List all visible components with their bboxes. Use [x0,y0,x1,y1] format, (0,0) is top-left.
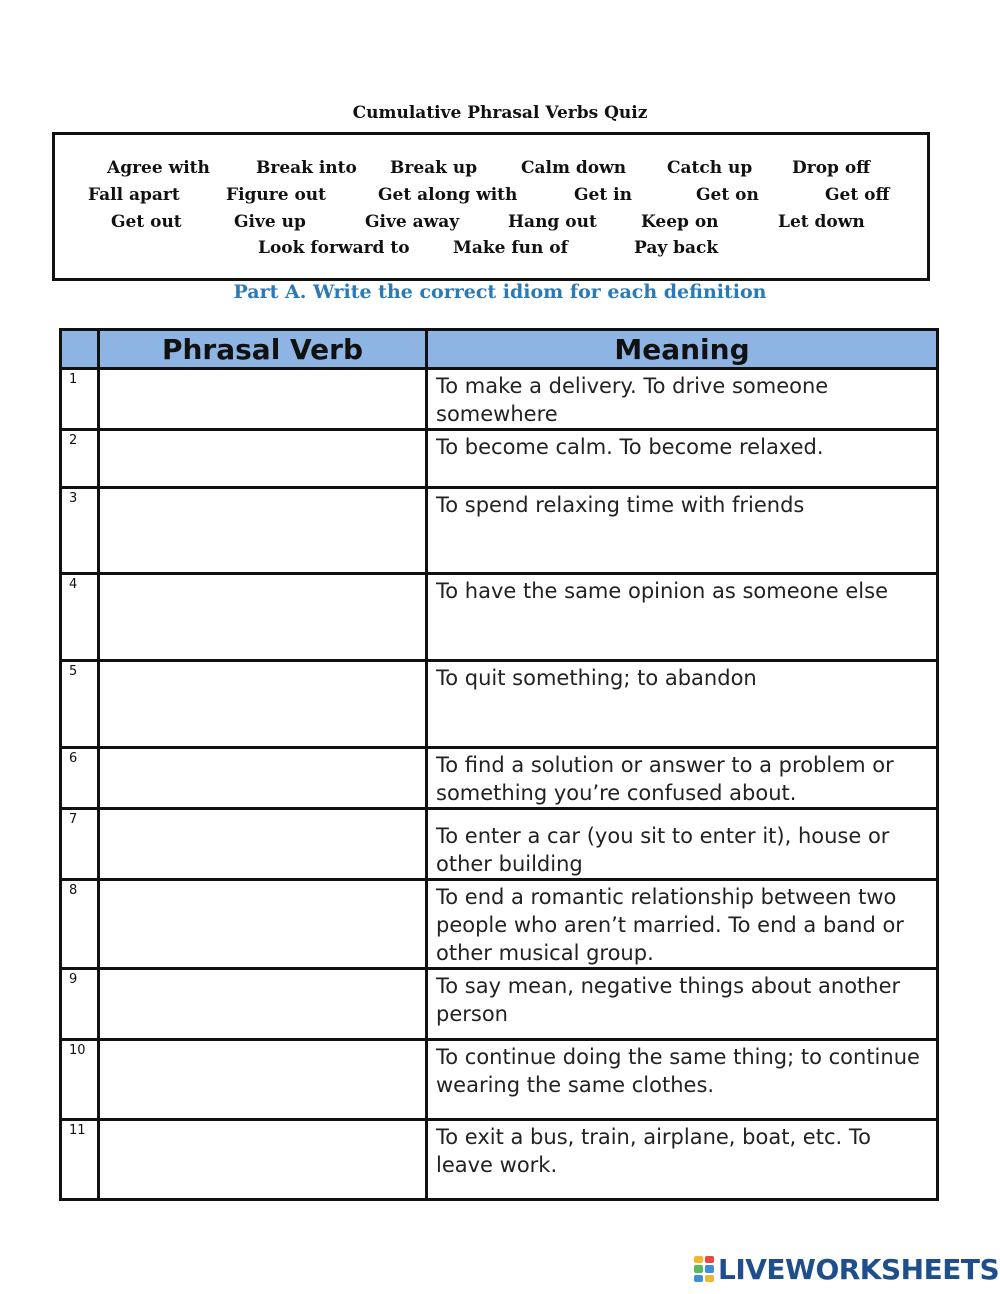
meaning-cell: To find a solution or answer to a problem or something you’re confused about. [427,748,938,809]
word-bank-item: Give up [234,212,306,232]
row-number: 7 [61,809,99,880]
answer-input[interactable] [100,575,425,607]
word-bank-item: Pay back [634,238,719,258]
word-bank-item: Get out [111,212,182,232]
word-bank-item: Make fun of [453,238,568,258]
table-row [61,369,938,430]
meaning-cell: To quit something; to abandon [427,661,938,748]
table-row [61,880,938,969]
liveworksheets-logo-icon [693,1255,715,1283]
answer-input[interactable] [100,810,425,842]
number-header [61,330,99,369]
table-row [61,430,938,488]
logo-text: LIVEWORKSHEETS [718,1252,1000,1286]
answer-input[interactable] [100,489,425,521]
answer-input[interactable] [100,881,425,913]
word-bank-item: Hang out [508,212,597,232]
row-number: 10 [61,1040,99,1120]
word-bank-item: Break into [256,158,357,178]
table-row [61,748,938,809]
answer-input[interactable] [100,662,425,694]
meaning-cell: To continue doing the same thing; to continue wearing the same clothes. [427,1040,938,1120]
table-row [61,809,938,880]
table-row [61,574,938,661]
answer-cell[interactable] [99,748,427,809]
word-bank-item: Get on [696,185,759,205]
answer-input[interactable] [100,970,425,1002]
word-bank-item: Break up [390,158,478,178]
word-bank-item: Get off [825,185,890,205]
answer-cell[interactable] [99,969,427,1040]
row-number: 8 [61,880,99,969]
answer-input[interactable] [100,370,425,402]
word-bank-item: Figure out [226,185,327,205]
word-bank-item: Get in [574,185,632,205]
answer-cell[interactable] [99,574,427,661]
table-row [61,969,938,1040]
liveworksheets-logo [693,1253,999,1285]
meaning-header: Meaning [427,330,938,369]
meaning-cell: To become calm. To become relaxed. [427,430,938,488]
table-row [61,1040,938,1120]
table-row [61,488,938,574]
word-bank-item: Get along with [378,185,518,205]
table-row [61,661,938,748]
meaning-cell: To say mean, negative things about another person [427,969,938,1040]
word-bank-item: Let down [778,212,865,232]
row-number: 5 [61,661,99,748]
meaning-cell: To have the same opinion as someone else [427,574,938,661]
answer-cell[interactable] [99,488,427,574]
answer-cell[interactable] [99,430,427,488]
table-row [61,1120,938,1200]
meaning-cell: To make a delivery. To drive someone somewhere [427,369,938,430]
meaning-cell: To enter a car (you sit to enter it), house or other building [427,809,938,880]
meaning-cell: To exit a bus, train, airplane, boat, etc. To leave work. [427,1120,938,1200]
answer-cell[interactable] [99,880,427,969]
answer-input[interactable] [100,749,425,781]
phrasal-verb-header: Phrasal Verb [99,330,427,369]
row-number: 9 [61,969,99,1040]
answer-cell[interactable] [99,1040,427,1120]
answer-input[interactable] [100,1121,425,1153]
row-number: 1 [61,369,99,430]
row-number: 11 [61,1120,99,1200]
word-bank-item: Look forward to [258,238,410,258]
word-bank-item: Calm down [521,158,627,178]
word-bank-item: Fall apart [88,185,180,205]
answer-cell[interactable] [99,1120,427,1200]
answer-input[interactable] [100,1041,425,1073]
part-a-instructions: Part A. Write the correct idiom for each definition [233,281,767,303]
answer-cell[interactable] [99,809,427,880]
meaning-cell: To spend relaxing time with friends [427,488,938,574]
answer-input[interactable] [100,431,425,463]
word-bank-item: Keep on [641,212,719,232]
meaning-cell: To end a romantic relationship between two people who aren’t married. To end a band or other musical group. [427,880,938,969]
phrasal-verb-table [59,328,939,1201]
row-number: 4 [61,574,99,661]
row-number: 6 [61,748,99,809]
row-number: 2 [61,430,99,488]
quiz-title: Cumulative Phrasal Verbs Quiz [352,103,648,123]
answer-cell[interactable] [99,369,427,430]
word-bank-item: Give away [365,212,460,232]
table-header-row [61,330,938,369]
word-bank [52,132,930,281]
word-bank-item: Drop off [792,158,871,178]
row-number: 3 [61,488,99,574]
answer-cell[interactable] [99,661,427,748]
word-bank-item: Catch up [667,158,753,178]
word-bank-item: Agree with [107,158,210,178]
